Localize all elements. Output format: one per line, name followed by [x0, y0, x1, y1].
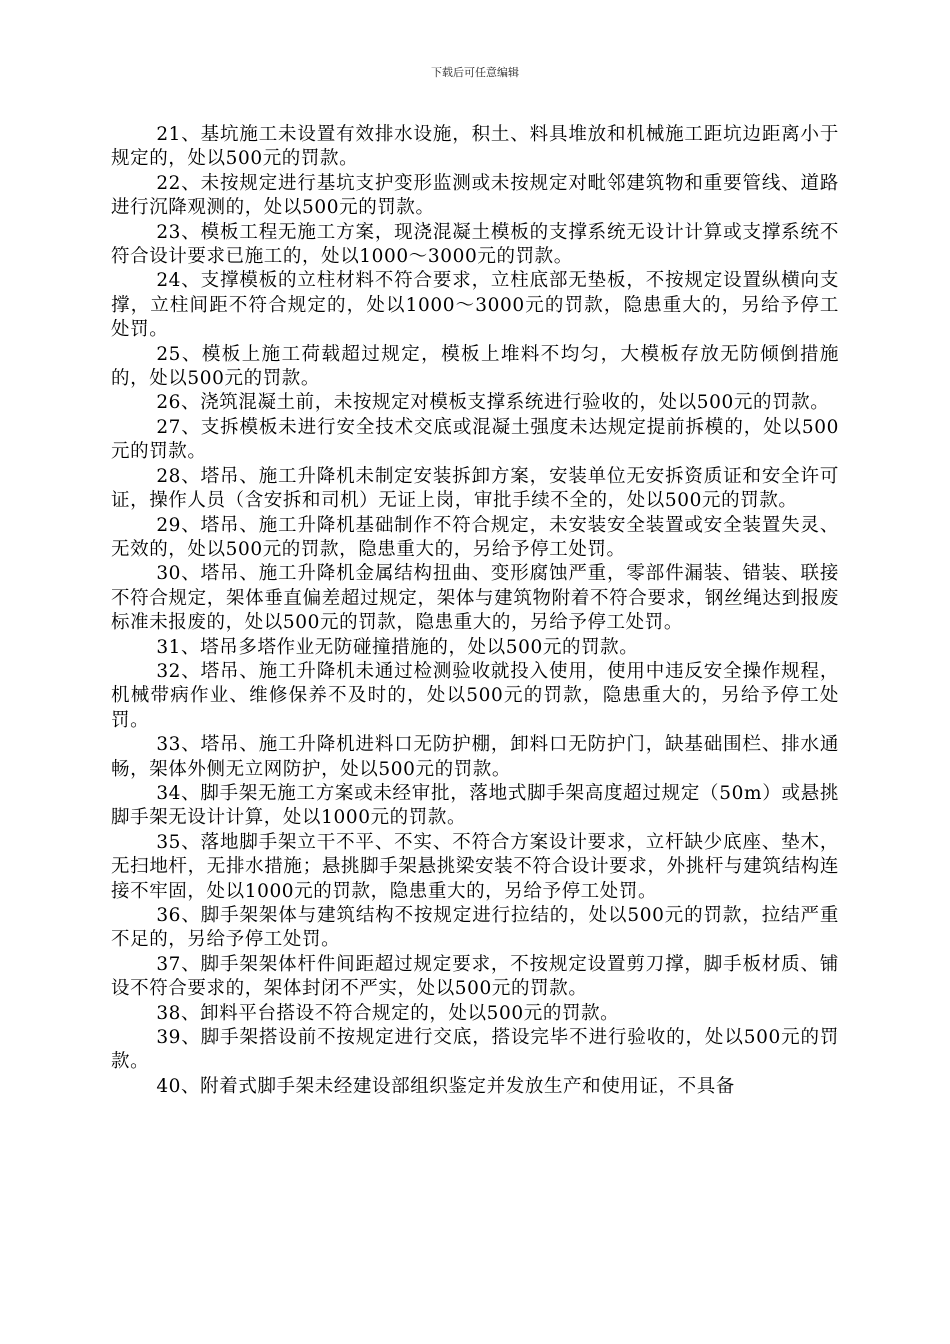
paragraph-39: 39、脚手架搭设前不按规定进行交底，搭设完毕不进行验收的，处以500元的罚款。: [111, 1027, 839, 1073]
paragraph-24: 24、支撑模板的立柱材料不符合要求，立柱底部无垫板，不按规定设置纵横向支撑，立柱间距不符合规定的，处以1000～3000元的罚款，隐患重大的，另给予停工处罚。: [111, 270, 839, 341]
paragraph-36: 36、脚手架架体与建筑结构不按规定进行拉结的，处以500元的罚款，拉结严重不足的，另给予停工处罚。: [111, 905, 839, 951]
paragraph-27: 27、支拆模板未进行安全技术交底或混凝土强度未达规定提前拆模的，处以500元的罚款。: [111, 416, 839, 463]
paragraph-34: 34、脚手架无施工方案或未经审批，落地式脚手架高度超过规定（50m）或悬挑脚手架无设计计算，处以1000元的罚款。: [111, 782, 839, 829]
paragraph-25: 25、模板上施工荷载超过规定，模板上堆料不均匀，大模板存放无防倾倒措施的，处以500元的罚款。: [111, 343, 839, 390]
paragraph-26: 26、浇筑混凝土前，未按规定对模板支撑系统进行验收的，处以500元的罚款。: [156, 392, 830, 414]
paragraph-23: 23、模板工程无施工方案，现浇混凝土模板的支撑系统无设计计算或支撑系统不符合设计要求已施工的，处以1000～3000元的罚款。: [111, 221, 839, 268]
paragraph-35: 35、落地脚手架立干不平、不实、不符合方案设计要求，立杆缺少底座、垫木，无扫地杆，无排水措施；悬挑脚手架悬挑梁安装不符合设计要求，外挑杆与建筑结构连接不牢固，处以1000元的罚款，隐患重大的，另给予停工处罚。: [111, 831, 839, 902]
document-body: [111, 123, 839, 1099]
paragraph-22: 22、未按规定进行基坑支护变形监测或未按规定对毗邻建筑物和重要管线、道路进行沉降观测的，处以500元的罚款。: [111, 172, 839, 219]
paragraph-38: 38、卸料平台搭设不符合规定的，处以500元的罚款。: [156, 1002, 620, 1024]
paragraph-29: 29、塔吊、施工升降机基础制作不符合规定，未安装安全装置或安全装置失灵、无效的，处以500元的罚款，隐患重大的，另给予停工处罚。: [111, 514, 839, 560]
paragraph-31: 31、塔吊多塔作业无防碰撞措施的，处以500元的罚款。: [156, 636, 639, 658]
paragraph-37: 37、脚手架架体杆件间距超过规定要求，不按规定设置剪刀撑，脚手板材质、铺设不符合要求的，架体封闭不严实，处以500元的罚款。: [111, 953, 839, 1000]
paragraph-33: 33、塔吊、施工升降机进料口无防护棚，卸料口无防护门，缺基础围栏、排水通畅，架体外侧无立网防护，处以500元的罚款。: [111, 734, 839, 780]
paragraph-28: 28、塔吊、施工升降机未制定安装拆卸方案，安装单位无安拆资质证和安全许可证，操作人员（含安拆和司机）无证上岗，审批手续不全的，处以500元的罚款。: [111, 465, 839, 512]
paragraph-21: 21、基坑施工未设置有效排水设施，积土、料具堆放和机械施工距坑边距离小于规定的，处以500元的罚款。: [111, 124, 839, 170]
paragraph-32: 32、塔吊、施工升降机未通过检测验收就投入使用，使用中违反安全操作规程，机械带病作业、维修保养不及时的，处以500元的罚款，隐患重大的，另给予停工处罚。: [111, 660, 839, 731]
paragraph-40: 40、附着式脚手架未经建设部组织鉴定并发放生产和使用证，不具备: [156, 1075, 735, 1097]
page-header: 下载后可任意编辑: [431, 66, 519, 79]
paragraph-30: 30、塔吊、施工升降机金属结构扭曲、变形腐蚀严重，零部件漏装、错装、联接不符合规定，架体垂直偏差超过规定，架体与建筑物附着不符合要求，钢丝绳达到报废标准未报废的，处以500元的罚款，隐患重大的，另给予停工处罚。: [111, 563, 839, 634]
